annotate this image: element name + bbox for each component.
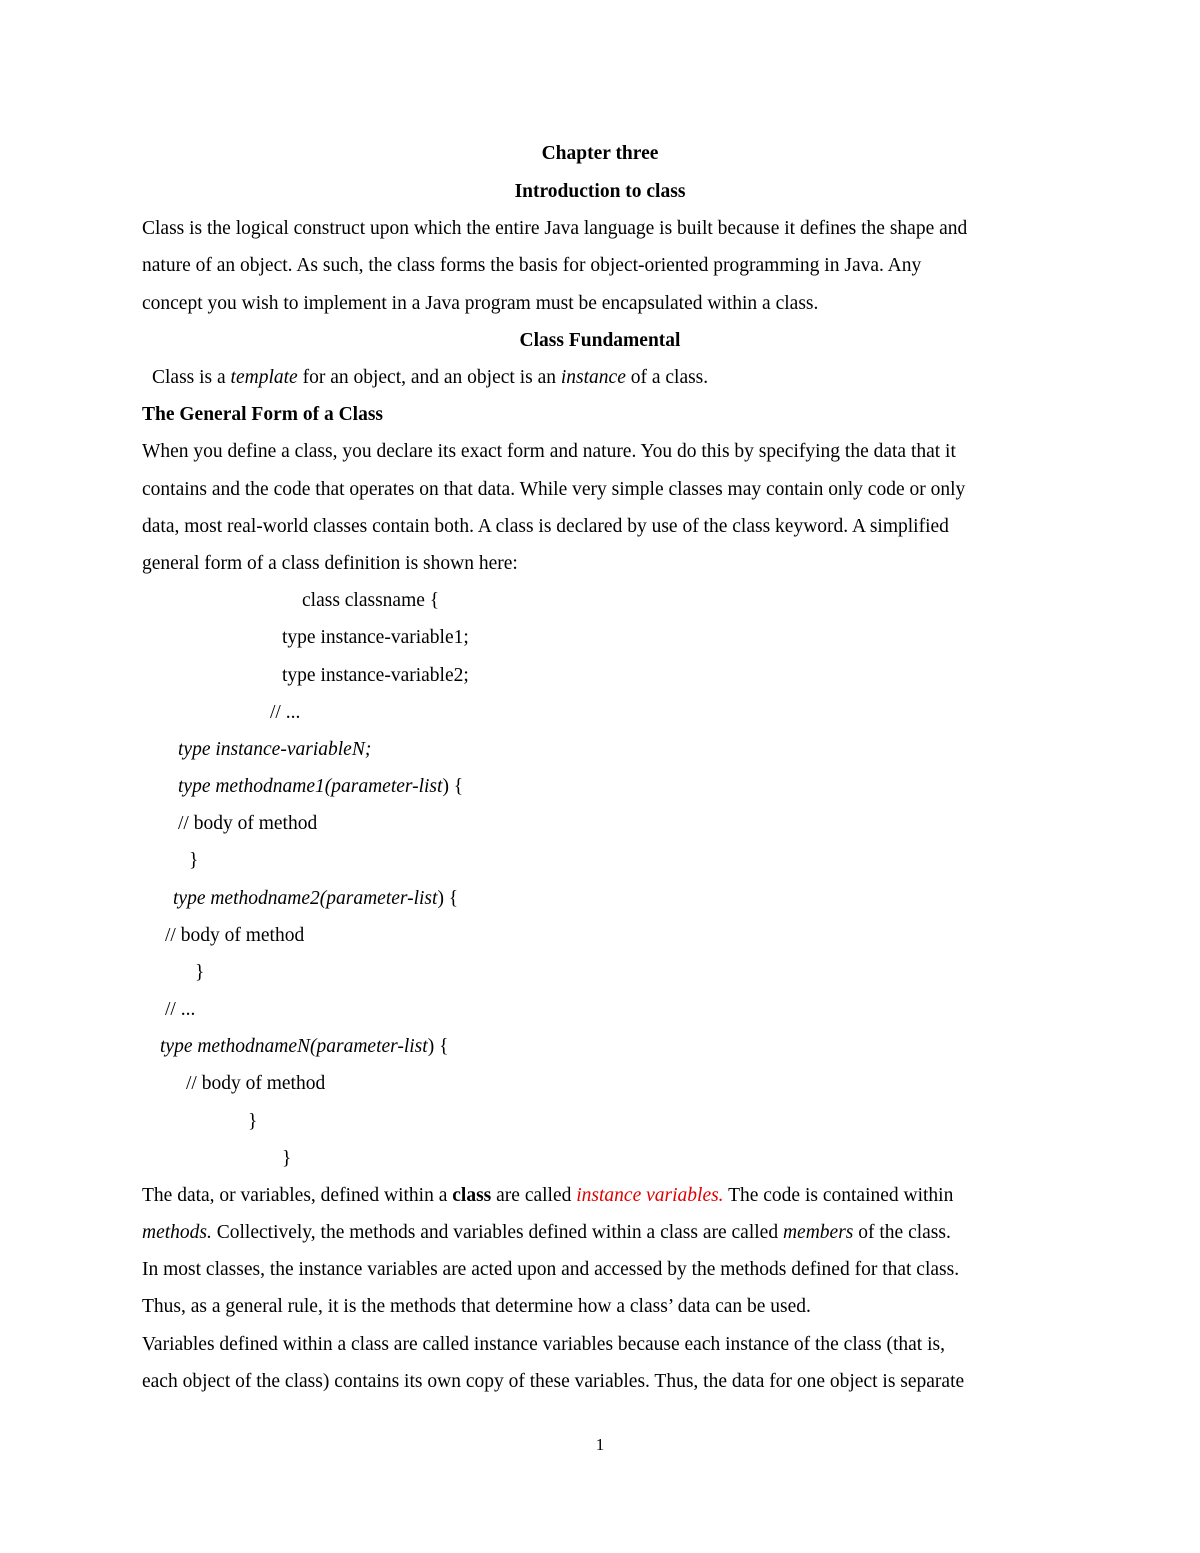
text: The code is contained within [723, 1185, 954, 1206]
paragraph-line: Thus, as a general rule, it is the methods that determine how a class’ data can be used. [142, 1296, 811, 1317]
chapter-title: Chapter three [541, 143, 659, 164]
code-line [178, 775, 463, 799]
code-line [173, 887, 458, 911]
code-line: // body of method [178, 813, 318, 834]
code-line: } [248, 1111, 258, 1132]
paragraph-line: general form of a class definition is shown here: [142, 553, 518, 574]
code-line: } [189, 850, 199, 871]
paragraph-line: In most classes, the instance variables are acted upon and accessed by the methods defined for that class. [142, 1259, 960, 1280]
paragraph-line: contains and the code that operates on that data. While very simple classes may contain only code or only [142, 479, 966, 500]
highlight-instance-variables: instance variables. [576, 1185, 724, 1206]
paragraph-line: data, most real-world classes contain both. A class is declared by use of the class keyword. A simplified [142, 516, 949, 537]
page-number: 1 [595, 1435, 605, 1454]
code-line: } [282, 1148, 292, 1169]
paragraph-line [142, 1184, 953, 1208]
code-line: // ... [270, 702, 301, 723]
code-line [160, 1035, 448, 1059]
emphasis-template: template [230, 367, 298, 388]
code-line: class classname { [302, 590, 440, 611]
text: The data, or variables, defined within a [142, 1185, 453, 1206]
code-line: type instance-variable1; [282, 627, 469, 648]
fundamental-line [152, 366, 708, 390]
code-end: ) { [442, 776, 464, 797]
emphasis-methods: methods. [142, 1222, 212, 1243]
fundamental-heading: Class Fundamental [519, 330, 681, 351]
code-line: // ... [165, 999, 196, 1020]
text: Class is a [152, 367, 231, 388]
general-form-heading: The General Form of a Class [142, 404, 384, 425]
intro-line: Class is the logical construct upon which the entire Java language is built because it defines the shape and [142, 218, 968, 239]
code-type: type methodname2 [173, 888, 320, 909]
code-end: ) { [427, 1036, 449, 1057]
paragraph-line: Variables defined within a class are called instance variables because each instance of the class (that is, [142, 1334, 945, 1355]
section-title: Introduction to class [514, 181, 686, 202]
code-type: type methodname1 [178, 776, 325, 797]
intro-line: concept you wish to implement in a Java program must be encapsulated within a class. [142, 293, 819, 314]
code-params: (parameter-list [310, 1036, 428, 1057]
emphasis-instance: instance [560, 367, 626, 388]
code-end: ) { [437, 888, 459, 909]
code-type: type methodnameN [160, 1036, 311, 1057]
keyword-class: class [452, 1185, 492, 1206]
paragraph-line: When you define a class, you declare its exact form and nature. You do this by specifying the data that it [142, 441, 956, 462]
emphasis-members: members [782, 1222, 854, 1243]
code-line: type instance-variable2; [282, 665, 469, 686]
text: Collectively, the methods and variables defined within a class are called [211, 1222, 783, 1243]
paragraph-line [142, 1221, 951, 1245]
code-line: } [195, 962, 205, 983]
text: are called [491, 1185, 577, 1206]
code-line: // body of method [186, 1073, 326, 1094]
intro-line: nature of an object. As such, the class forms the basis for object-oriented programming in Java. Any [142, 255, 922, 276]
text: for an object, and an object is an [297, 367, 561, 388]
text: of a class. [625, 367, 709, 388]
text: of the class. [853, 1222, 951, 1243]
code-line: // body of method [165, 925, 305, 946]
code-params: (parameter-list [324, 776, 443, 797]
code-params: (parameter-list [319, 888, 438, 909]
code-line: type instance-variableN; [178, 739, 372, 760]
paragraph-line: each object of the class) contains its own copy of these variables. Thus, the data for one object is separate [142, 1371, 965, 1392]
